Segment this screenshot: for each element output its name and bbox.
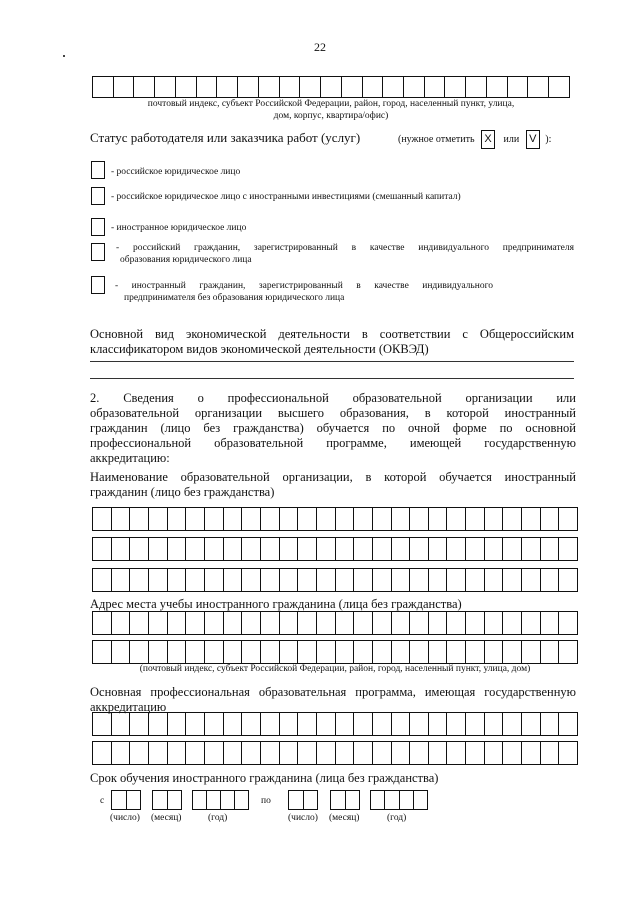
grid-cell[interactable] — [186, 712, 205, 736]
grid-cell[interactable] — [205, 712, 224, 736]
grid-cell[interactable] — [176, 76, 197, 98]
grid-cell[interactable] — [392, 507, 411, 531]
grid-cell[interactable] — [522, 712, 541, 736]
grid-cell[interactable] — [298, 537, 317, 561]
grid-cell[interactable] — [112, 507, 131, 531]
grid-cell[interactable] — [392, 611, 411, 635]
grid-cell[interactable] — [92, 507, 112, 531]
grid-cell[interactable] — [92, 568, 112, 592]
grid-cell[interactable] — [485, 507, 504, 531]
grid-cell[interactable] — [503, 640, 522, 664]
grid-cell[interactable] — [336, 537, 355, 561]
grid-cell[interactable] — [429, 537, 448, 561]
grid-cell[interactable] — [541, 507, 560, 531]
grid-cell[interactable] — [392, 712, 411, 736]
section2-line3: гражданин (лицо без гражданства) обучается по очной форме по основной — [90, 421, 576, 435]
grid-cell[interactable] — [447, 611, 466, 635]
grid-cell[interactable] — [522, 507, 541, 531]
grid-cell[interactable] — [205, 611, 224, 635]
grid-cell[interactable] — [447, 712, 466, 736]
grid-cell[interactable] — [559, 507, 578, 531]
grid-cell[interactable] — [149, 741, 168, 765]
study-address-grid-row2[interactable] — [92, 640, 578, 664]
grid-cell[interactable] — [466, 611, 485, 635]
grid-cell[interactable] — [92, 712, 112, 736]
to-month-caption: (месяц) — [329, 813, 360, 823]
grid-cell[interactable] — [112, 568, 131, 592]
grid-cell[interactable] — [317, 537, 336, 561]
grid-cell[interactable] — [224, 611, 243, 635]
grid-cell[interactable] — [168, 741, 187, 765]
grid-cell[interactable] — [559, 640, 578, 664]
or-word: или — [503, 133, 520, 145]
from-month-box[interactable] — [152, 790, 182, 810]
grid-cell[interactable] — [429, 507, 448, 531]
grid-cell[interactable] — [392, 741, 411, 765]
grid-cell[interactable] — [429, 611, 448, 635]
grid-cell[interactable] — [238, 76, 259, 98]
grid-cell[interactable] — [92, 640, 112, 664]
term-from-word: с — [100, 796, 105, 806]
grid-cell[interactable] — [559, 611, 578, 635]
grid-cell[interactable] — [373, 611, 392, 635]
grid-cell[interactable] — [487, 76, 508, 98]
grid-cell[interactable] — [549, 76, 570, 98]
grid-cell[interactable] — [186, 568, 205, 592]
grid-cell[interactable] — [528, 76, 549, 98]
grid-cell[interactable] — [354, 712, 373, 736]
address-caption-line2: дом, корпус, квартира/офис) — [273, 111, 389, 121]
org-name-grid-row3[interactable] — [92, 568, 578, 592]
grid-cell[interactable] — [445, 76, 466, 98]
grid-cell[interactable] — [168, 507, 187, 531]
okved-answer-line-1[interactable] — [90, 361, 574, 362]
grid-cell[interactable] — [280, 507, 299, 531]
grid-cell[interactable] — [541, 537, 560, 561]
section2-line4: профессиональной образовательной программе, имеющей государственную — [90, 436, 576, 450]
grid-cell[interactable] — [429, 568, 448, 592]
grid-cell[interactable] — [522, 537, 541, 561]
grid-cell[interactable] — [317, 640, 336, 664]
grid-cell[interactable] — [298, 611, 317, 635]
grid-cell[interactable] — [134, 76, 155, 98]
grid-cell[interactable] — [149, 712, 168, 736]
grid-cell[interactable] — [559, 568, 578, 592]
grid-cell[interactable] — [298, 712, 317, 736]
grid-cell[interactable] — [466, 640, 485, 664]
to-year-box[interactable] — [370, 790, 428, 810]
from-year-box[interactable] — [192, 790, 249, 810]
grid-cell[interactable] — [541, 568, 560, 592]
grid-cell[interactable] — [503, 507, 522, 531]
grid-cell[interactable] — [354, 568, 373, 592]
section2-line2: образовательной организации высшего образования, в которой иностранный — [90, 406, 576, 420]
grid-cell[interactable] — [541, 712, 560, 736]
grid-cell[interactable] — [503, 537, 522, 561]
grid-cell[interactable] — [130, 537, 149, 561]
grid-cell[interactable] — [373, 712, 392, 736]
grid-cell[interactable] — [217, 76, 238, 98]
grid-cell[interactable] — [336, 568, 355, 592]
study-address-caption: (почтовый индекс, субъект Российской Федерации, район, город, населенный пункт, улица, дом) — [139, 664, 531, 674]
grid-cell[interactable] — [508, 76, 529, 98]
page-number: 22 — [314, 40, 326, 54]
program-grid-row1[interactable] — [92, 712, 578, 736]
grid-cell[interactable] — [410, 507, 429, 531]
grid-cell[interactable] — [149, 537, 168, 561]
to-year-caption: (год) — [387, 813, 407, 823]
grid-cell[interactable] — [130, 640, 149, 664]
grid-cell[interactable] — [317, 507, 336, 531]
grid-cell[interactable] — [466, 712, 485, 736]
grid-cell[interactable] — [392, 568, 411, 592]
grid-cell[interactable] — [466, 76, 487, 98]
grid-cell[interactable] — [242, 741, 261, 765]
from-day-caption: (число) — [110, 813, 140, 823]
program-line2: аккредитацию — [90, 700, 167, 714]
grid-cell[interactable] — [425, 76, 446, 98]
grid-cell[interactable] — [242, 537, 261, 561]
grid-cell[interactable] — [224, 568, 243, 592]
okved-answer-line-2[interactable] — [90, 378, 574, 379]
grid-cell[interactable] — [186, 640, 205, 664]
option-russian-entrepreneur-line2: образования юридического лица — [120, 255, 252, 265]
grid-cell[interactable] — [149, 568, 168, 592]
checkbox-russian-legal-entity[interactable] — [91, 161, 105, 179]
to-month-box[interactable] — [330, 790, 360, 810]
grid-cell[interactable] — [186, 537, 205, 561]
grid-cell[interactable] — [261, 611, 280, 635]
grid-cell[interactable] — [559, 741, 578, 765]
grid-cell[interactable] — [392, 537, 411, 561]
grid-cell[interactable] — [383, 76, 404, 98]
study-address-label: Адрес места учебы иностранного гражданина (лица без гражданства) — [90, 597, 462, 611]
grid-cell[interactable] — [321, 76, 342, 98]
org-name-grid-row2[interactable] — [92, 537, 578, 561]
grid-cell[interactable] — [363, 76, 384, 98]
grid-cell[interactable] — [298, 741, 317, 765]
term-to-word: по — [261, 796, 271, 806]
grid-cell[interactable] — [205, 640, 224, 664]
grid-cell[interactable] — [373, 640, 392, 664]
grid-cell[interactable] — [224, 712, 243, 736]
grid-cell[interactable] — [168, 537, 187, 561]
grid-cell[interactable] — [130, 741, 149, 765]
org-name-line2: гражданин (лицо без гражданства) — [90, 485, 275, 499]
term-label: Срок обучения иностранного гражданина (лица без гражданства) — [90, 771, 439, 785]
grid-cell[interactable] — [168, 640, 187, 664]
status-instruction — [398, 130, 551, 149]
grid-cell[interactable] — [485, 741, 504, 765]
option-russian-legal-entity: - российское юридическое лицо — [111, 167, 241, 177]
grid-cell[interactable] — [354, 507, 373, 531]
scan-speck — [63, 55, 65, 57]
grid-cell[interactable] — [522, 611, 541, 635]
grid-cell[interactable] — [485, 640, 504, 664]
grid-cell[interactable] — [429, 712, 448, 736]
to-day-box[interactable] — [288, 790, 318, 810]
grid-cell[interactable] — [354, 537, 373, 561]
grid-cell[interactable] — [317, 741, 336, 765]
grid-cell[interactable] — [404, 76, 425, 98]
grid-cell[interactable] — [197, 76, 218, 98]
grid-cell[interactable] — [503, 741, 522, 765]
grid-cell[interactable] — [373, 741, 392, 765]
grid-cell[interactable] — [280, 741, 299, 765]
grid-cell[interactable] — [168, 712, 187, 736]
study-address-grid-row1[interactable] — [92, 611, 578, 635]
grid-cell[interactable] — [336, 507, 355, 531]
grid-cell[interactable] — [317, 568, 336, 592]
mark-v-sample: V — [526, 130, 540, 149]
grid-cell[interactable] — [224, 537, 243, 561]
section2-line5: аккредитацию: — [90, 451, 170, 465]
grid-cell[interactable] — [300, 76, 321, 98]
grid-cell[interactable] — [336, 741, 355, 765]
grid-cell[interactable] — [130, 712, 149, 736]
grid-cell[interactable] — [242, 712, 261, 736]
instruction-text: (нужное отметить — [398, 133, 475, 145]
grid-cell[interactable] — [503, 568, 522, 592]
okved-line1: Основной вид экономической деятельности в соответствии с Общероссийским — [90, 327, 574, 341]
grid-cell[interactable] — [336, 611, 355, 635]
grid-cell[interactable] — [242, 568, 261, 592]
to-day-caption: (число) — [288, 813, 318, 823]
grid-cell[interactable] — [373, 568, 392, 592]
grid-cell[interactable] — [205, 537, 224, 561]
grid-cell[interactable] — [485, 568, 504, 592]
checkbox-foreign-legal-entity[interactable] — [91, 218, 105, 236]
grid-cell[interactable] — [149, 640, 168, 664]
grid-cell[interactable] — [410, 640, 429, 664]
org-name-grid-row1[interactable] — [92, 507, 578, 531]
grid-cell[interactable] — [168, 611, 187, 635]
grid-cell[interactable] — [429, 741, 448, 765]
grid-cell[interactable] — [485, 611, 504, 635]
grid-cell[interactable] — [261, 640, 280, 664]
grid-cell[interactable] — [224, 640, 243, 664]
grid-cell[interactable] — [168, 568, 187, 592]
grid-cell[interactable] — [186, 507, 205, 531]
grid-cell[interactable] — [466, 507, 485, 531]
grid-cell[interactable] — [205, 568, 224, 592]
grid-cell[interactable] — [559, 712, 578, 736]
grid-cell[interactable] — [261, 712, 280, 736]
grid-cell[interactable] — [130, 568, 149, 592]
grid-cell[interactable] — [92, 537, 112, 561]
grid-cell[interactable] — [447, 640, 466, 664]
grid-cell[interactable] — [280, 76, 301, 98]
okved-line2: классификатором видов экономической деятельности (ОКВЭД) — [90, 342, 429, 356]
grid-cell[interactable] — [242, 611, 261, 635]
grid-cell[interactable] — [130, 611, 149, 635]
grid-cell[interactable] — [466, 741, 485, 765]
grid-cell[interactable] — [447, 741, 466, 765]
grid-cell[interactable] — [336, 640, 355, 664]
grid-cell[interactable] — [280, 640, 299, 664]
checkbox-russian-legal-entity-foreign-investment[interactable] — [91, 187, 105, 205]
grid-cell[interactable] — [354, 640, 373, 664]
grid-cell[interactable] — [410, 611, 429, 635]
grid-cell[interactable] — [92, 611, 112, 635]
grid-cell[interactable] — [298, 568, 317, 592]
grid-cell[interactable] — [280, 537, 299, 561]
grid-cell[interactable] — [317, 712, 336, 736]
grid-cell[interactable] — [130, 507, 149, 531]
grid-cell[interactable] — [485, 712, 504, 736]
address-grid-top[interactable] — [92, 76, 570, 98]
grid-cell[interactable] — [298, 640, 317, 664]
grid-cell[interactable] — [261, 507, 280, 531]
grid-cell[interactable] — [149, 611, 168, 635]
grid-cell[interactable] — [92, 741, 112, 765]
grid-cell[interactable] — [466, 537, 485, 561]
grid-cell[interactable] — [392, 640, 411, 664]
grid-cell[interactable] — [429, 640, 448, 664]
grid-cell[interactable] — [541, 640, 560, 664]
option-russian-legal-entity-foreign-investment: - российское юридическое лицо с иностранными инвестициями (смешанный капитал) — [111, 192, 461, 202]
grid-cell[interactable] — [373, 507, 392, 531]
grid-cell[interactable] — [280, 712, 299, 736]
grid-cell[interactable] — [485, 537, 504, 561]
grid-cell[interactable] — [114, 76, 135, 98]
grid-cell[interactable] — [261, 741, 280, 765]
grid-cell[interactable] — [342, 76, 363, 98]
grid-cell[interactable] — [280, 611, 299, 635]
from-day-box[interactable] — [111, 790, 141, 810]
grid-cell[interactable] — [224, 507, 243, 531]
grid-cell[interactable] — [522, 741, 541, 765]
grid-cell[interactable] — [503, 611, 522, 635]
grid-cell[interactable] — [112, 741, 131, 765]
grid-cell[interactable] — [261, 568, 280, 592]
grid-cell[interactable] — [112, 640, 131, 664]
program-line1: Основная профессиональная образовательная программа, имеющая государственную — [90, 685, 576, 699]
grid-cell[interactable] — [373, 537, 392, 561]
grid-cell[interactable] — [259, 76, 280, 98]
checkbox-russian-entrepreneur[interactable] — [91, 243, 105, 261]
grid-cell[interactable] — [466, 568, 485, 592]
grid-cell[interactable] — [541, 741, 560, 765]
from-month-caption: (месяц) — [151, 813, 182, 823]
grid-cell[interactable] — [298, 507, 317, 531]
grid-cell[interactable] — [559, 537, 578, 561]
grid-cell[interactable] — [186, 741, 205, 765]
grid-cell[interactable] — [112, 537, 131, 561]
grid-cell[interactable] — [205, 741, 224, 765]
grid-cell[interactable] — [224, 741, 243, 765]
address-caption-line1: почтовый индекс, субъект Российской Федерации, район, город, населенный пункт, улица, — [147, 99, 515, 109]
checkbox-foreign-entrepreneur[interactable] — [91, 276, 105, 294]
from-year-caption: (год) — [208, 813, 228, 823]
grid-cell[interactable] — [410, 712, 429, 736]
grid-cell[interactable] — [112, 611, 131, 635]
instruction-end: ): — [545, 133, 552, 145]
grid-cell[interactable] — [410, 741, 429, 765]
option-foreign-entrepreneur-line1: - иностранный гражданин, зарегистрированный в качестве индивидуального — [115, 281, 493, 291]
grid-cell[interactable] — [242, 640, 261, 664]
grid-cell[interactable] — [503, 712, 522, 736]
section2-line1: 2. Сведения о профессиональной образовательной организации или — [90, 391, 576, 405]
org-name-line1: Наименование образовательной организации, в которой обучается иностранный — [90, 470, 576, 484]
grid-cell[interactable] — [205, 507, 224, 531]
grid-cell[interactable] — [186, 611, 205, 635]
grid-cell[interactable] — [242, 507, 261, 531]
grid-cell[interactable] — [149, 507, 168, 531]
option-foreign-legal-entity: - иностранное юридическое лицо — [111, 223, 247, 233]
grid-cell[interactable] — [447, 537, 466, 561]
grid-cell[interactable] — [522, 568, 541, 592]
grid-cell[interactable] — [447, 568, 466, 592]
option-foreign-entrepreneur-line2: предпринимателя без образования юридического лица — [124, 293, 345, 303]
program-grid-row2[interactable] — [92, 741, 578, 765]
grid-cell[interactable] — [317, 611, 336, 635]
grid-cell[interactable] — [155, 76, 176, 98]
status-title: Статус работодателя или заказчика работ (услуг) — [90, 130, 361, 145]
grid-cell[interactable] — [541, 611, 560, 635]
grid-cell[interactable] — [354, 611, 373, 635]
option-russian-entrepreneur-line1: - российский гражданин, зарегистрированный в качестве индивидуального предпринимателя — [116, 243, 574, 253]
grid-cell[interactable] — [261, 537, 280, 561]
mark-x-sample: X — [481, 130, 495, 149]
grid-cell[interactable] — [354, 741, 373, 765]
grid-cell[interactable] — [112, 712, 131, 736]
grid-cell[interactable] — [410, 568, 429, 592]
grid-cell[interactable] — [280, 568, 299, 592]
grid-cell[interactable] — [336, 712, 355, 736]
grid-cell[interactable] — [410, 537, 429, 561]
grid-cell[interactable] — [522, 640, 541, 664]
grid-cell[interactable] — [447, 507, 466, 531]
grid-cell[interactable] — [92, 76, 114, 98]
